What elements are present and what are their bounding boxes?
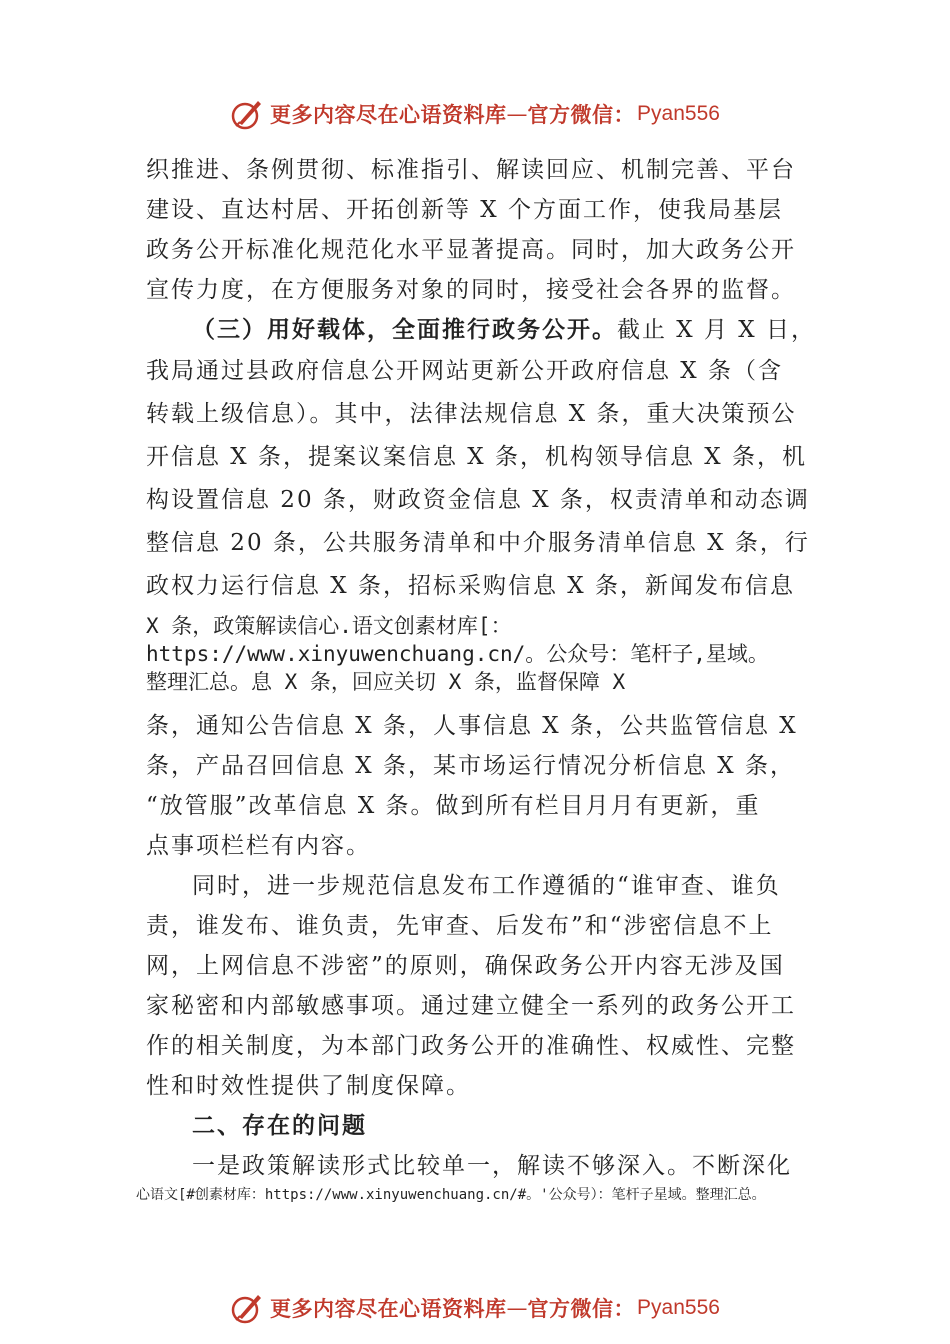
banner-wechat-label: 官方微信： [527, 1296, 636, 1321]
banner-dash: — [506, 102, 528, 126]
section3-title: （三）用好载体，全面推行政务公开。 [192, 316, 617, 343]
banner-wechat-id: Pyan556 [637, 1296, 720, 1319]
body-line: 构设置信息 20 条，财政资金信息 X 条，权责清单和动态调 [146, 487, 810, 513]
body-line: 转载上级信息）。其中，法律法规信息 X 条，重大决策预公 [146, 401, 797, 427]
body-line: 织推进、条例贯彻、标准指引、解读回应、机制完善、平台 [146, 157, 796, 183]
section-heading: 二、存在的问题 [192, 1113, 367, 1139]
body-line: 整信息 20 条，公共服务清单和中介服务清单信息 X 条，行 [146, 530, 810, 556]
bottom-watermark-banner [0, 1290, 950, 1326]
body-line: 责，谁发布、谁负责，先审查、后发布”和“涉密信息不上 [146, 913, 774, 939]
body-line: 条，通知公告信息 X 条，人事信息 X 条，公共监管信息 X [146, 713, 798, 739]
body-line: 我局通过县政府信息公开网站更新公开政府信息 X 条（含 [146, 358, 783, 384]
body-line: 条，产品召回信息 X 条，某市场运行情况分析信息 X 条， [146, 753, 795, 779]
body-line: 政务公开标准化规范化水平显著提高。同时，加大政务公开 [146, 237, 796, 263]
body-line: 性和时效性提供了制度保障。 [146, 1073, 471, 1099]
section3-lead: 截止 X 月 X 日， [617, 317, 816, 343]
quill-logo-icon [230, 1291, 264, 1325]
document-body [146, 150, 816, 1186]
inserted-mono-line: 整理汇总。息 X 条，回应关切 X 条，监督保障 X [146, 670, 626, 694]
body-line: 一是政策解读形式比较单一，解读不够深入。不断深化 [192, 1153, 792, 1179]
body-line: 同时，进一步规范信息发布工作遵循的“谁审查、谁负 [192, 873, 781, 899]
inserted-mono-line: https://www.xinyuwenchuang.cn/。公众号：笔杆子,星域。 [146, 642, 769, 666]
section3-first-line [146, 310, 816, 350]
banner-dash: — [506, 1296, 528, 1320]
banner-main-text: 更多内容尽在心语资料库 [270, 102, 507, 127]
banner-wechat-id: Pyan556 [637, 102, 720, 125]
top-watermark-banner [0, 96, 950, 132]
body-line: 点事项栏栏有内容。 [146, 833, 371, 859]
body-line: “放管服”改革信息 X 条。做到所有栏目月月有更新，重 [146, 793, 761, 819]
body-line: 建设、直达村居、开拓创新等 X 个方面工作，使我局基层 [146, 197, 783, 223]
body-line: 政权力运行信息 X 条，招标采购信息 X 条，新闻发布信息 [146, 573, 795, 599]
body-line: 作的相关制度，为本部门政务公开的准确性、权威性、完整 [146, 1033, 796, 1059]
body-line: 网，上网信息不涉密”的原则，确保政务公开内容无涉及国 [146, 953, 785, 979]
footer-note: 心语文[#创素材库：https://www.xinyuwenchuang.cn/#。'公众号）：笔杆子星域。整理汇总。 [136, 1187, 766, 1203]
quill-logo-icon [230, 97, 264, 131]
banner-main-text: 更多内容尽在心语资料库 [270, 1296, 507, 1321]
banner-wechat-label: 官方微信： [527, 102, 636, 127]
inserted-mono-line: X 条，政策解读信心.语文创素材库[： [146, 614, 512, 638]
body-line: 开信息 X 条，提案议案信息 X 条，机构领导信息 X 条，机 [146, 444, 807, 470]
body-line: 家秘密和内部敏感事项。通过建立健全一系列的政务公开工 [146, 993, 796, 1019]
body-line: 宣传力度，在方便服务对象的同时，接受社会各界的监督。 [146, 277, 796, 303]
